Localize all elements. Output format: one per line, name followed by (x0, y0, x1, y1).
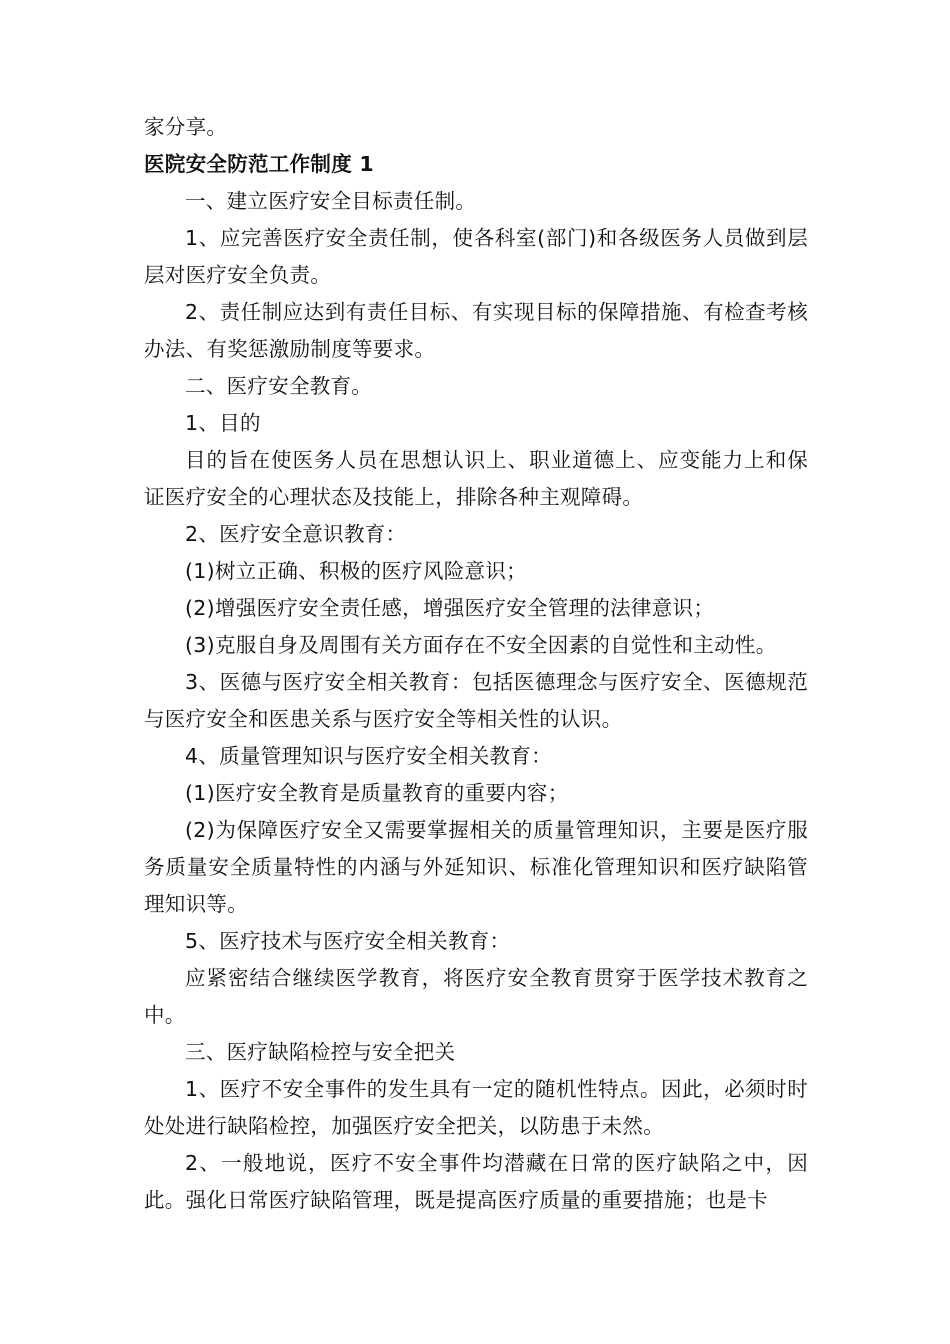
document-body (144, 109, 808, 1219)
paragraph: 3、医德与医疗安全相关教育：包括医德理念与医疗安全、医德规范与医疗安全和医患关系与医疗安全等相关性的认识。 (144, 670, 808, 731)
paragraph: 一、建立医疗安全目标责任制。 (185, 189, 477, 213)
paragraph: 4、质量管理知识与医疗安全相关教育： (185, 744, 552, 768)
paragraph: 应紧密结合继续医学教育，将医疗安全教育贯穿于医学技术教育之中。 (144, 966, 808, 1027)
paragraph: 二、医疗安全教育。 (185, 374, 373, 398)
section-heading: 医院安全防范工作制度 1 (144, 152, 375, 176)
paragraph: (1)树立正确、积极的医疗风险意识； (185, 559, 527, 583)
paragraph: 1、医疗不安全事件的发生具有一定的随机性特点。因此，必须时时处处进行缺陷检控，加强医疗安全把关，以防患于未然。 (144, 1077, 808, 1138)
paragraph: (1)医疗安全教育是质量教育的重要内容； (185, 781, 569, 805)
paragraph: 1、应完善医疗安全责任制，使各科室(部门)和各级医务人员做到层层对医疗安全负责。 (144, 226, 808, 287)
paragraph: 目的旨在使医务人员在思想认识上、职业道德上、应变能力上和保证医疗安全的心理状态及技能上，排除各种主观障碍。 (144, 448, 808, 509)
paragraph: (3)克服自身及周围有关方面存在不安全因素的自觉性和主动性。 (185, 633, 777, 657)
paragraph: (2)增强医疗安全责任感，增强医疗安全管理的法律意识； (185, 596, 715, 620)
paragraph: 三、医疗缺陷检控与安全把关 (185, 1040, 456, 1064)
paragraph: 2、一般地说，医疗不安全事件均潜藏在日常的医疗缺陷之中，因此。强化日常医疗缺陷管理，既是提高医疗质量的重要措施；也是卡 (144, 1151, 808, 1212)
paragraph: 5、医疗技术与医疗安全相关教育： (185, 929, 511, 953)
paragraph: (2)为保障医疗安全又需要掌握相关的质量管理知识，主要是医疗服务质量安全质量特性的内涵与外延知识、标准化管理知识和医疗缺陷管理知识等。 (144, 818, 808, 916)
paragraph: 2、医疗安全意识教育： (185, 522, 407, 546)
paragraph-continuation: 家分享。 (144, 115, 228, 139)
paragraph: 2、责任制应达到有责任目标、有实现目标的保障措施、有检查考核办法、有奖惩激励制度等要求。 (144, 300, 808, 361)
paragraph: 1、目的 (185, 411, 261, 435)
